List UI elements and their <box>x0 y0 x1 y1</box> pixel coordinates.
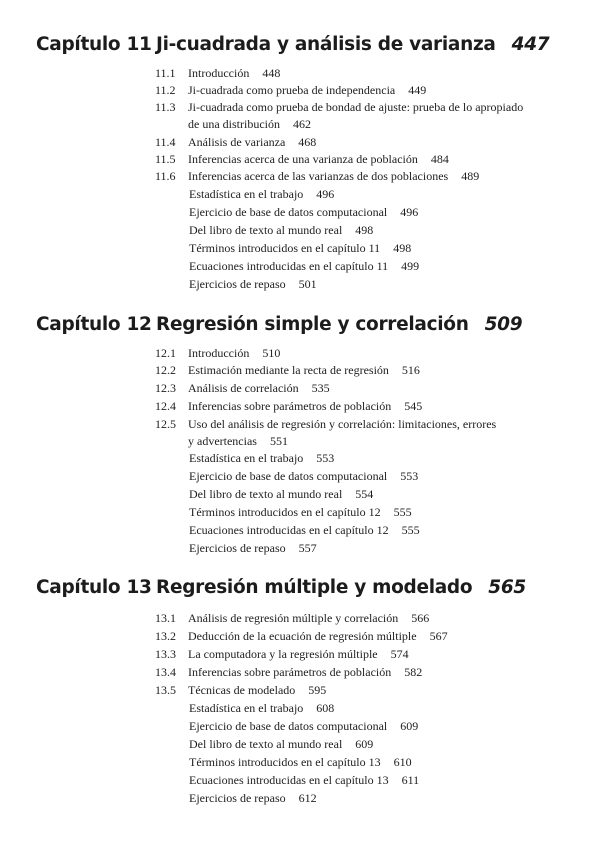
extra-page: 498 <box>355 223 374 237</box>
section-title: Inferencias acerca de las varianzas de dos poblaciones <box>188 169 449 183</box>
section-title-cont: de una distribución <box>188 117 280 131</box>
extra-title: Términos introducidos en el capítulo 12 <box>189 505 381 519</box>
toc-extra <box>189 240 411 257</box>
section-title: Análisis de varianza <box>188 135 286 149</box>
section-number: 11.6 <box>155 169 176 183</box>
extra-page: 611 <box>401 773 420 787</box>
section-page: 510 <box>262 346 281 360</box>
section-page: 516 <box>401 363 420 377</box>
section-number: 12.4 <box>155 399 176 413</box>
section-page: 551 <box>269 434 288 448</box>
section-page: 574 <box>390 647 409 661</box>
extra-page: 553 <box>316 451 335 465</box>
toc-extra <box>189 736 373 753</box>
extra-page: 557 <box>298 541 317 555</box>
extra-page: 496 <box>400 205 419 219</box>
extra-page: 609 <box>355 737 374 751</box>
toc-extra <box>189 204 418 221</box>
extra-title: Términos introducidos en el capítulo 13 <box>189 755 381 769</box>
extra-title: Ejercicios de repaso <box>189 277 286 291</box>
section-title: La computadora y la regresión múltiple <box>188 647 378 661</box>
extra-title: Ejercicio de base de datos computacional <box>189 469 388 483</box>
section-title: Inferencias sobre parámetros de población <box>188 665 392 679</box>
toc-extra <box>189 468 418 485</box>
section-title: Inferencias sobre parámetros de población <box>188 399 392 413</box>
extra-title: Términos introducidos en el capítulo 11 <box>189 241 381 255</box>
section-number: 13.1 <box>155 611 176 625</box>
section-page: 595 <box>308 683 327 697</box>
toc-extra <box>189 522 420 539</box>
chapter-label: Capítulo 12 <box>36 314 152 335</box>
toc-extra <box>189 718 418 735</box>
section-page: 468 <box>298 135 317 149</box>
extra-page: 610 <box>393 755 412 769</box>
section-number: 13.4 <box>155 665 176 679</box>
extra-page: 555 <box>393 505 412 519</box>
extra-title: Del libro de texto al mundo real <box>189 487 343 501</box>
section-page: 566 <box>411 611 430 625</box>
section-page: 545 <box>404 399 423 413</box>
section-title: Uso del análisis de regresión y correlación: limitaciones, errores <box>188 417 497 431</box>
section-number: 11.4 <box>155 135 176 149</box>
toc-extra <box>189 186 334 203</box>
extra-title: Estadística en el trabajo <box>189 701 304 715</box>
chapter-heading <box>36 577 526 598</box>
chapter-title: Regresión múltiple y modelado <box>156 577 473 598</box>
toc-extra <box>189 258 419 275</box>
section-title: Introducción <box>188 346 250 360</box>
extra-title: Del libro de texto al mundo real <box>189 223 343 237</box>
toc-extra <box>189 276 317 293</box>
section-page: 462 <box>292 117 311 131</box>
extra-page: 554 <box>355 487 374 501</box>
extra-title: Ejercicio de base de datos computacional <box>189 205 388 219</box>
extra-page: 501 <box>298 277 317 291</box>
chapter-heading <box>36 34 549 55</box>
section-title: Técnicas de modelado <box>188 683 296 697</box>
section-page: 582 <box>404 665 423 679</box>
extra-page: 609 <box>400 719 419 733</box>
extra-page: 496 <box>316 187 335 201</box>
section-number: 12.3 <box>155 381 176 395</box>
extra-title: Ejercicio de base de datos computacional <box>189 719 388 733</box>
toc-extra <box>189 486 373 503</box>
extra-title: Ecuaciones introducidas en el capítulo 13 <box>189 773 389 787</box>
section-title: Análisis de correlación <box>188 381 299 395</box>
extra-page: 555 <box>401 523 420 537</box>
extra-title: Estadística en el trabajo <box>189 451 304 465</box>
section-page: 449 <box>408 83 427 97</box>
toc-extra <box>189 540 317 557</box>
toc-extra <box>189 790 317 807</box>
extra-title: Del libro de texto al mundo real <box>189 737 343 751</box>
section-number: 13.5 <box>155 683 176 697</box>
section-title: Introducción <box>188 66 250 80</box>
chapter-page: 509 <box>484 314 523 335</box>
extra-page: 498 <box>393 241 412 255</box>
section-number: 11.1 <box>155 66 176 80</box>
section-title: Ji-cuadrada como prueba de bondad de ajuste: prueba de lo apropiado <box>188 100 524 114</box>
toc-extra <box>189 450 334 467</box>
section-page: 567 <box>429 629 448 643</box>
extra-page: 499 <box>401 259 420 273</box>
section-number: 11.5 <box>155 152 176 166</box>
section-page: 448 <box>262 66 281 80</box>
extra-page: 553 <box>400 469 419 483</box>
toc-extra <box>189 700 334 717</box>
section-number: 13.2 <box>155 629 176 643</box>
section-title: Deducción de la ecuación de regresión múltiple <box>188 629 417 643</box>
extra-title: Ecuaciones introducidas en el capítulo 11 <box>189 259 389 273</box>
section-page: 484 <box>430 152 449 166</box>
extra-title: Ejercicios de repaso <box>189 541 286 555</box>
section-title: Análisis de regresión múltiple y correlación <box>188 611 399 625</box>
section-title: Ji-cuadrada como prueba de independencia <box>188 83 396 97</box>
section-title: Estimación mediante la recta de regresión <box>188 363 389 377</box>
section-number: 12.5 <box>155 417 176 431</box>
toc-extra <box>189 222 373 239</box>
chapter-title: Ji-cuadrada y análisis de varianza <box>156 34 496 55</box>
section-page: 489 <box>461 169 480 183</box>
section-page: 535 <box>311 381 330 395</box>
extra-title: Estadística en el trabajo <box>189 187 304 201</box>
section-number: 11.3 <box>155 100 176 114</box>
section-number: 11.2 <box>155 83 176 97</box>
extra-title: Ecuaciones introducidas en el capítulo 12 <box>189 523 389 537</box>
chapter-page: 447 <box>511 34 550 55</box>
chapter-heading <box>36 314 522 335</box>
section-number: 13.3 <box>155 647 176 661</box>
section-title: Inferencias acerca de una varianza de población <box>188 152 418 166</box>
chapter-title: Regresión simple y correlación <box>156 314 469 335</box>
chapter-label: Capítulo 11 <box>36 34 152 55</box>
section-title-cont: y advertencias <box>188 434 257 448</box>
chapter-page: 565 <box>488 577 526 598</box>
toc-extra <box>189 754 412 771</box>
section-number: 12.1 <box>155 346 176 360</box>
chapter-label: Capítulo 13 <box>36 577 152 598</box>
extra-page: 608 <box>316 701 335 715</box>
toc-extra <box>189 504 412 521</box>
toc-extra <box>189 772 419 789</box>
extra-title: Ejercicios de repaso <box>189 791 286 805</box>
section-number: 12.2 <box>155 363 176 377</box>
extra-page: 612 <box>298 791 317 805</box>
